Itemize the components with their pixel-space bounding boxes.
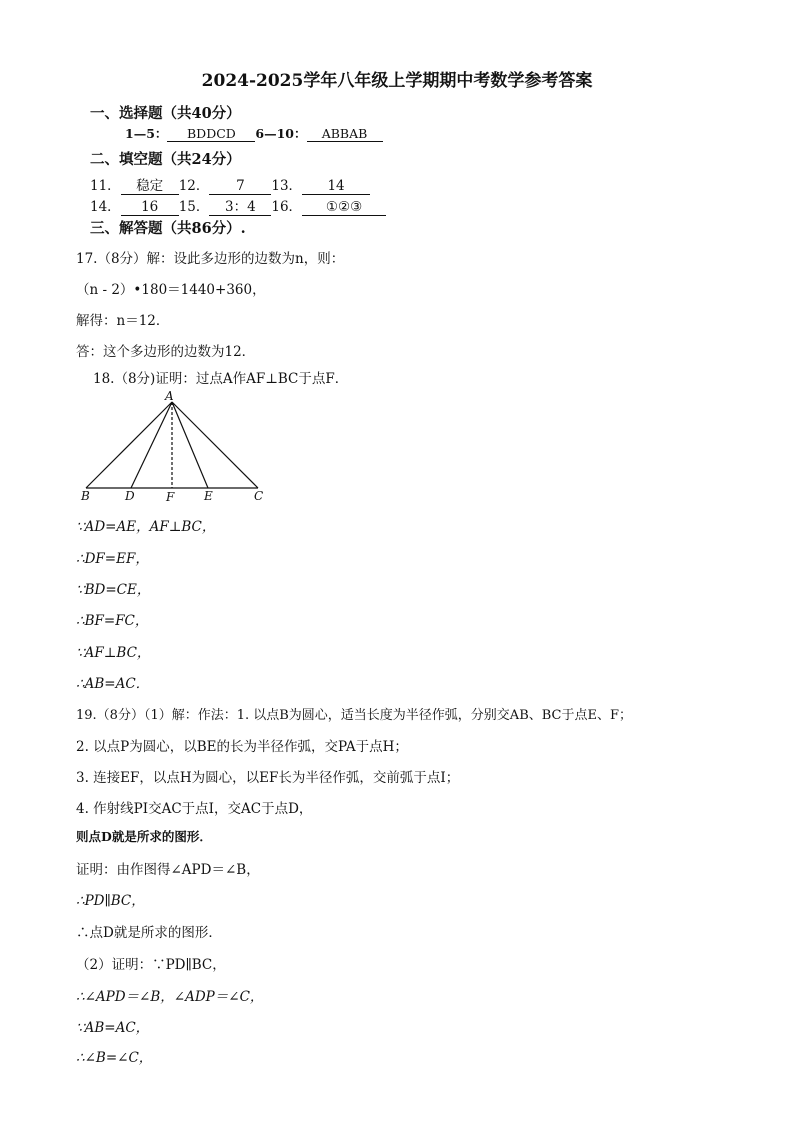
fill-q15-label: 15． <box>178 199 210 215</box>
fill-q13-label: 13． <box>271 178 303 194</box>
q19-line-11: ∵AB=AC， <box>76 1020 150 1036</box>
segment-AB <box>86 402 172 488</box>
fill-q16-answer: ①②③ <box>302 200 386 216</box>
fill-q15-answer: 3：4 <box>209 200 271 216</box>
choice-label-6-10: 6—10： <box>255 126 307 141</box>
fill-q11-label: 11． <box>90 178 121 194</box>
q19-line-6: 证明：由作图得∠APD＝∠B， <box>76 862 260 878</box>
fill-q14-answer: 16 <box>121 200 179 216</box>
q19-line-10: ∴∠APD＝∠B，∠ADP＝∠C， <box>76 989 264 1005</box>
q19-line-3: 3. 连接EF，以点H为圆心，以EF长为半径作弧，交前弧于点I； <box>76 770 460 786</box>
label-E: E <box>204 489 213 503</box>
q18-step-3: ∵BD=CE， <box>76 582 151 598</box>
label-B: B <box>81 489 90 503</box>
q18-step-2: ∴DF=EF， <box>76 551 149 567</box>
section-heading-solutions: 三、解答题（共86分）. <box>90 220 246 237</box>
fill-q12-answer: 7 <box>209 179 271 195</box>
q19-line-5: 则点D就是所求的图形． <box>76 829 212 844</box>
choice-label-1-5: 1—5： <box>125 126 168 141</box>
q18-step-4: ∴BF=FC， <box>76 613 149 629</box>
q19-line-12: ∴∠B=∠C， <box>76 1050 153 1066</box>
segment-AD <box>131 402 172 488</box>
fill-row-1 <box>90 174 370 195</box>
q17-line-3: 解得：n＝12． <box>76 313 170 329</box>
fill-row-2 <box>90 195 386 216</box>
q18-line-1: 18.（8分)证明：过点A作AF⊥BC于点F． <box>93 371 349 387</box>
choice-answer-1-5: BDDCD <box>167 126 255 142</box>
fill-q16-label: 16． <box>271 199 303 215</box>
q17-line-1: 17.（8分）解：设此多边形的边数为n，则： <box>76 251 345 267</box>
label-D: D <box>125 489 135 503</box>
q19-line-8: ∴点D就是所求的图形． <box>76 925 222 941</box>
label-C: C <box>254 489 264 503</box>
choice-answers-row <box>125 124 383 142</box>
label-A: A <box>165 389 174 403</box>
q18-step-1: ∵AD=AE，AF⊥BC， <box>76 519 216 535</box>
q18-step-5: ∵AF⊥BC， <box>76 645 151 661</box>
page-title: 2024-2025学年八年级上学期期中考数学参考答案 <box>201 71 593 91</box>
q18-step-6: ∴AB=AC． <box>76 676 150 692</box>
q19-line-7: ∴PD∥BC， <box>76 893 145 909</box>
q19-line-2: 2. 以点P为圆心，以BE的长为半径作弧，交PA于点H； <box>76 739 408 755</box>
q17-line-2: （n - 2）•180＝1440+360， <box>76 282 266 298</box>
fill-q13-answer: 14 <box>302 179 370 195</box>
section-heading-choice: 一、选择题（共40分） <box>90 105 241 122</box>
segment-AE <box>172 402 208 488</box>
fill-q14-label: 14． <box>90 199 121 215</box>
choice-answer-6-10: ABBAB <box>307 126 383 142</box>
q19-line-1: 19.（8分）（1）解：作法：1. 以点B为圆心，适当长度为半径作弧，分别交AB、BC于点E、F； <box>76 708 632 723</box>
fill-q11-answer: 稳定 <box>121 179 179 195</box>
q17-line-4: 答：这个多边形的边数为12． <box>76 344 256 360</box>
fill-q12-label: 12． <box>178 178 210 194</box>
label-F: F <box>166 490 175 504</box>
segment-AC <box>172 402 258 488</box>
q19-line-9: （2）证明：∵PD∥BC， <box>76 957 226 973</box>
q19-line-4: 4. 作射线PI交AC于点I，交AC于点D， <box>76 801 313 817</box>
section-heading-fill: 二、填空题（共24分） <box>90 151 241 168</box>
q18-triangle-figure <box>76 388 276 506</box>
